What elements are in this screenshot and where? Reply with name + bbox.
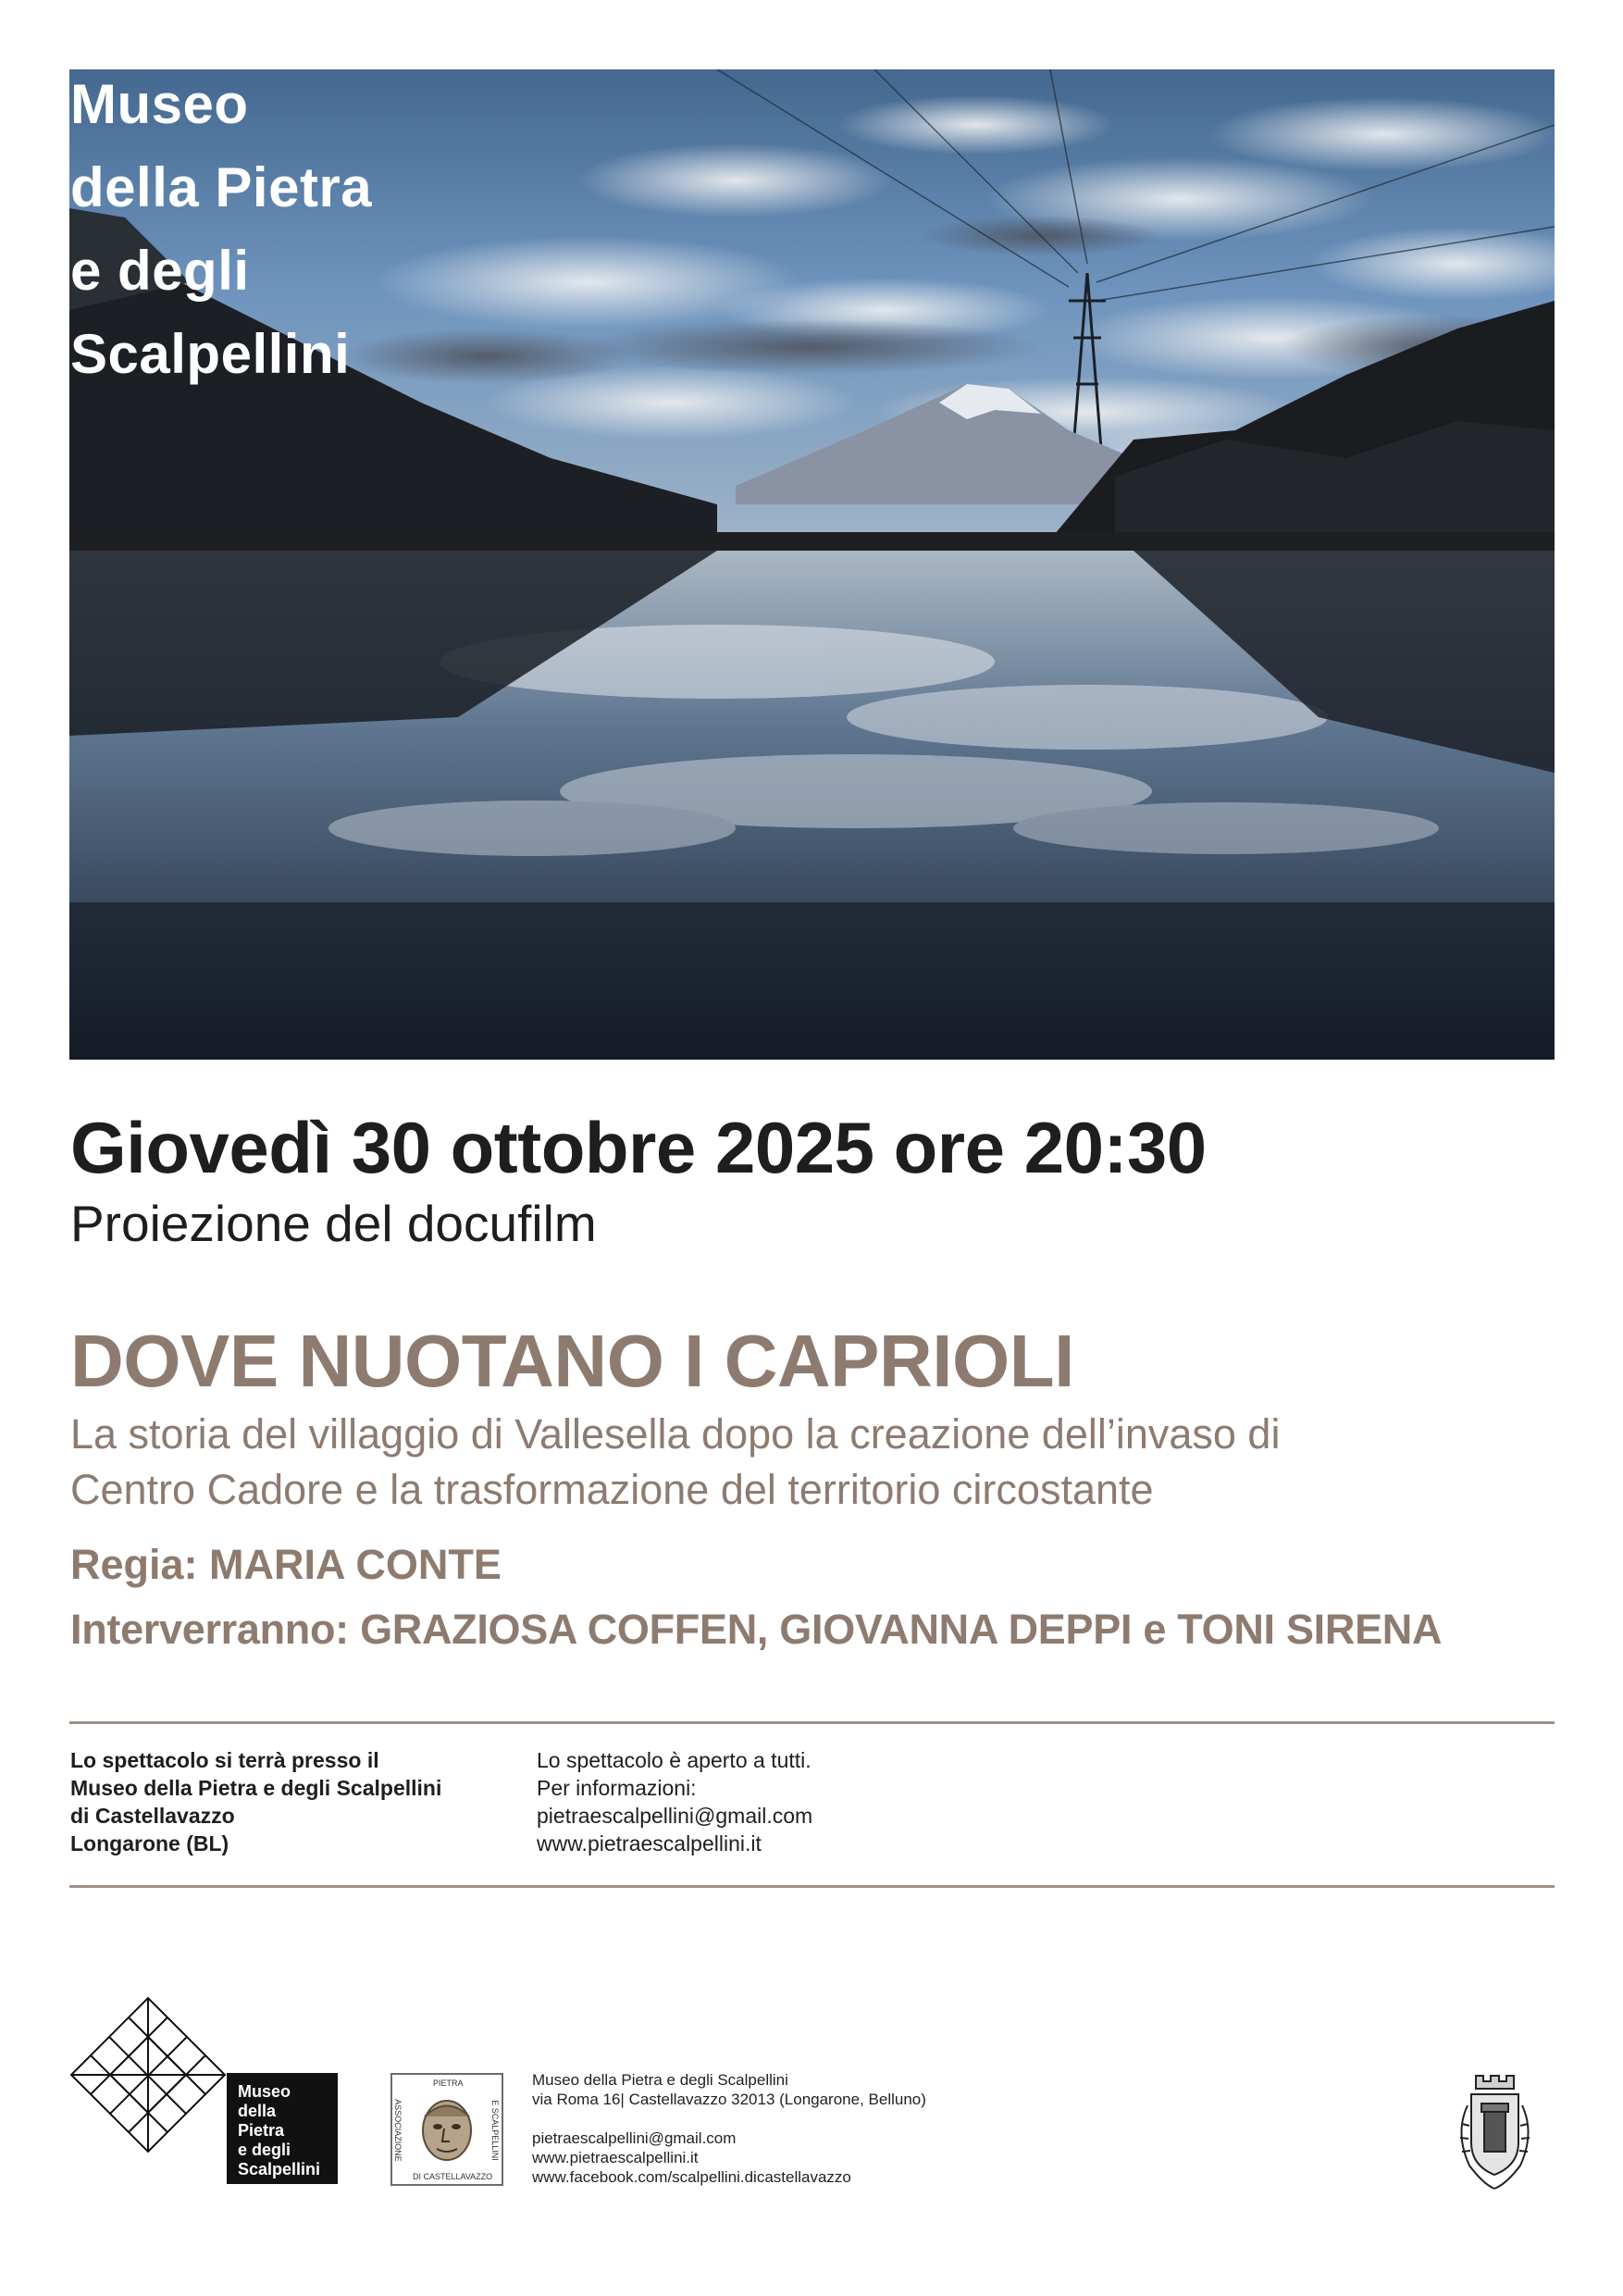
film-description-line: La storia del villaggio di Vallesella dopo la creazione dell’invaso di (70, 1410, 1281, 1458)
event-subtitle: Proiezione del docufilm (70, 1195, 597, 1252)
assoc-logo-right-text: E SCALPELLINI (489, 2100, 500, 2161)
footer-address: via Roma 16| Castellavazzo 32013 (Longarone, Belluno) (532, 2091, 926, 2108)
venue-info (70, 1746, 441, 1857)
hero-title-line: e degli (70, 240, 250, 302)
association-mask-logo-icon (390, 2073, 503, 2186)
info-website-link[interactable]: www.pietraescalpellini.it (537, 1831, 762, 1855)
hero-museum-title (70, 63, 372, 396)
footer-facebook-link[interactable]: www.facebook.com/scalpellini.dicastellavazzo (532, 2168, 851, 2186)
hero-title-line: della Pietra (70, 156, 373, 218)
museum-diamond-logo-icon (69, 1996, 227, 2153)
venue-line: di Castellavazzo (70, 1804, 235, 1828)
contact-info (537, 1746, 812, 1857)
assoc-logo-bottom-text: DI CASTELLAVAZZO (413, 2172, 493, 2181)
venue-line: Museo della Pietra e degli Scalpellini (70, 1776, 442, 1800)
event-date-time: Giovedì 30 ottobre 2025 ore 20:30 (70, 1107, 1207, 1188)
museum-logo-box (227, 2073, 338, 2184)
hero-title-line: Museo (70, 73, 249, 135)
venue-line: Lo spettacolo si terrà presso il (70, 1748, 379, 1772)
venue-line: Longarone (BL) (70, 1831, 229, 1855)
footer-museum-name: Museo della Pietra e degli Scalpellini (532, 2071, 788, 2089)
hero-title-line: Scalpellini (70, 323, 351, 385)
logo-box-line: Museo (238, 2082, 291, 2101)
assoc-logo-left-text: ASSOCIAZIONE (392, 2099, 403, 2162)
logo-box-line: e degli (238, 2141, 291, 2159)
film-description-line: Centro Cadore e la trasformazione del territorio circostante (70, 1466, 1154, 1513)
footer-contacts (532, 2070, 926, 2187)
film-description (70, 1407, 1280, 1518)
film-title: DOVE NUOTANO I CAPRIOLI (70, 1320, 1074, 1402)
logo-box-line: della (238, 2102, 277, 2120)
logo-box-line: Pietra (238, 2121, 285, 2140)
info-email-link[interactable]: pietraescalpellini@gmail.com (537, 1804, 813, 1828)
info-line: Per informazioni: (537, 1776, 697, 1800)
municipal-crest-icon (1451, 2068, 1539, 2193)
divider-bottom (69, 1885, 1555, 1888)
footer-website-link[interactable]: www.pietraescalpellini.it (532, 2149, 699, 2166)
logo-box-line: Scalpellini (238, 2160, 321, 2178)
divider-top (69, 1721, 1555, 1724)
info-line: Lo spettacolo è aperto a tutti. (537, 1748, 812, 1772)
film-speakers: Interverranno: GRAZIOSA COFFEN, GIOVANNA DEPPI e TONI SIRENA (70, 1606, 1443, 1653)
film-direction: Regia: MARIA CONTE (70, 1541, 502, 1588)
footer-email-link[interactable]: pietraescalpellini@gmail.com (532, 2129, 737, 2147)
assoc-logo-top-text: PIETRA (433, 2079, 464, 2088)
